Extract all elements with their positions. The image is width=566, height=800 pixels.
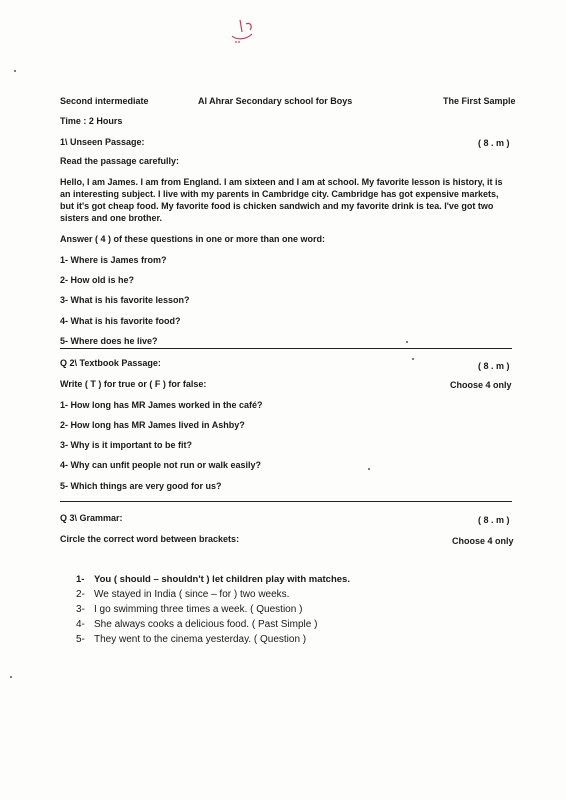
item-number: 1- xyxy=(76,574,85,585)
q2-question: 3- Why is it important to be fit? xyxy=(60,440,192,450)
q2-question: 1- How long has MR James worked in the café? xyxy=(60,400,263,410)
sample-label: The First Sample xyxy=(443,96,516,106)
q1-instruction: Read the passage carefully: xyxy=(60,156,180,166)
grammar-list xyxy=(76,572,350,647)
q3-marks: ( 8 . m ) xyxy=(478,515,510,525)
item-text: They went to the cinema yesterday. ( Question ) xyxy=(94,634,307,645)
q1-title: 1\ Unseen Passage: xyxy=(60,137,145,147)
time-label: Time : 2 Hours xyxy=(60,116,123,126)
item-number: 5- xyxy=(76,634,85,645)
scan-speck xyxy=(10,676,12,678)
item-text: You ( should – shouldn't ) let children play with matches. xyxy=(94,574,350,585)
list-item xyxy=(76,632,350,647)
scan-speck xyxy=(368,468,370,470)
list-item xyxy=(76,617,350,632)
q2-instruction: Write ( T ) for true or ( F ) for false: xyxy=(60,379,207,389)
q2-question: 5- Which things are very good for us? xyxy=(60,481,222,491)
q1-question: 2- How old is he? xyxy=(60,275,135,285)
q1-question: 3- What is his favorite lesson? xyxy=(60,295,190,305)
handwritten-mark xyxy=(226,14,260,44)
grade-label: Second intermediate xyxy=(60,96,149,106)
q1-question: 1- Where is James from? xyxy=(60,255,167,265)
q2-choose: Choose 4 only xyxy=(450,380,512,390)
q3-title: Q 3\ Grammar: xyxy=(60,513,123,523)
item-text: We stayed in India ( since – for ) two weeks. xyxy=(94,589,290,600)
item-number: 3- xyxy=(76,604,85,615)
section-divider xyxy=(60,348,512,349)
q1-question: 5- Where does he live? xyxy=(60,336,158,346)
item-text: I go swimming three times a week. ( Question ) xyxy=(94,604,303,615)
q2-marks: ( 8 . m ) xyxy=(478,361,510,371)
list-item xyxy=(76,587,350,602)
q3-choose: Choose 4 only xyxy=(452,536,514,546)
scan-speck xyxy=(412,358,414,360)
q1-passage: Hello, I am James. I am from England. I am sixteen and I am at school. My favorite lesson is history, it is an interesting subject. I live with my parents in Cambridge city. Cambridge has got expensive markets, but it's got cheap food. My favorite food is chicken sandwich and my favorite drink is tea. I've got two sisters and one brother. xyxy=(60,177,503,223)
scan-speck xyxy=(406,341,408,343)
q1-question: 4- What is his favorite food? xyxy=(60,316,181,326)
q1-marks: ( 8 . m ) xyxy=(478,138,510,148)
item-text: She always cooks a delicious food. ( Past Simple ) xyxy=(94,619,318,630)
q2-question: 4- Why can unfit people not run or walk easily? xyxy=(60,460,262,470)
q3-instruction: Circle the correct word between brackets: xyxy=(60,534,240,544)
q2-question: 2- How long has MR James lived in Ashby? xyxy=(60,420,245,430)
section-divider xyxy=(60,501,512,502)
list-item xyxy=(76,572,350,587)
school-name: Al Ahrar Secondary school for Boys xyxy=(198,96,353,106)
scan-speck xyxy=(14,70,16,72)
item-number: 2- xyxy=(76,589,85,600)
list-item xyxy=(76,602,350,617)
item-number: 4- xyxy=(76,619,85,630)
q2-title: Q 2\ Textbook Passage: xyxy=(60,358,161,368)
q1-answer-instruction: Answer ( 4 ) of these questions in one or more than one word: xyxy=(60,234,326,244)
